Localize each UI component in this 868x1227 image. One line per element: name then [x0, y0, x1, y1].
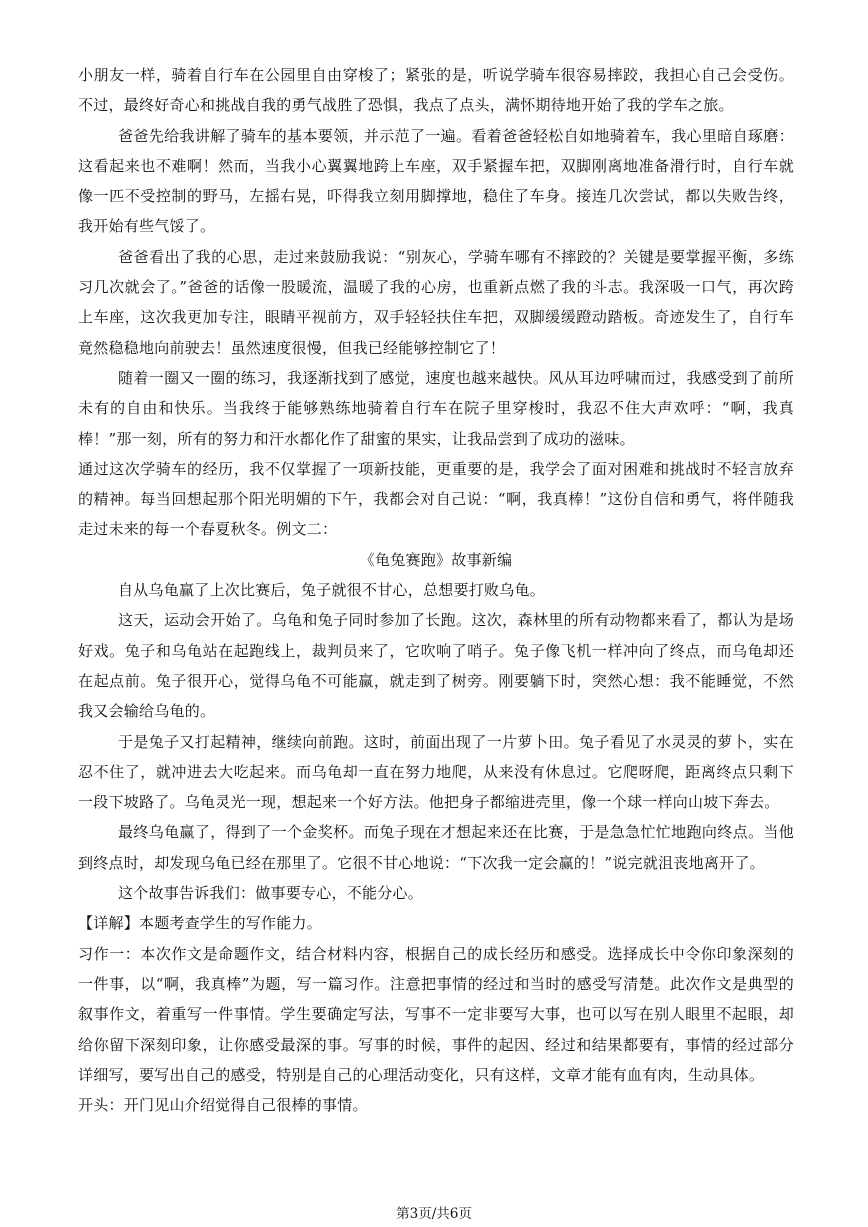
page-number: 第3页/共6页 [396, 1206, 472, 1222]
paragraph-analysis-heading: 【详解】本题考查学生的写作能力。 [78, 914, 323, 933]
paragraph-dad-demonstrates: 爸爸先给我讲解了骑车的基本要领，并示范了一遍。看着爸爸轻松自如地骑着车，我心里暗自琢磨：这看起来也不难啊！然而，当我小心翼翼地跨上车座，双手紧握车把，双脚刚离地准备滑行时，自行车就像一匹不受控制的野马，左摇右晃，吓得我立刻用脚撑地，稳住了车身。接连几次尝试，都以失败告终，我开始有些气馁了。 [78, 126, 794, 236]
paragraph-conclusion: 通过这次学骑车的经历，我不仅掌握了一项新技能，更重要的是，我学会了面对困难和挑战时不轻言放弃的精神。每当回想起那个阳光明媚的下午，我都会对自己说：“啊，我真棒！”这份自信和勇气，将伴随我走过未来的每一个春夏秋冬。例文二： [78, 459, 794, 539]
paragraph-opening-tip: 开头：开门见山介绍觉得自己很棒的事情。 [78, 1096, 368, 1115]
paragraph-story-3: 于是兔子又打起精神，继续向前跑。这时，前面出现了一片萝卜田。兔子看见了水灵灵的萝卜，实在忍不住了，就冲进去大吃起来。而乌龟却一直在努力地爬，从来没有休息过。它爬呀爬，距离终点只剩下一段下坡路了。乌龟灵光一现，想起来一个好方法。他把身子都缩进壳里，像一个球一样向山坡下奔去。 [78, 732, 794, 812]
document-body [78, 60, 794, 1120]
paragraph-story-moral: 这个故事告诉我们：做事要专心，不能分心。 [118, 884, 424, 903]
paragraph-practice: 随着一圈又一圈的练习，我逐渐找到了感觉，速度也越来越快。风从耳边呼啸而过，我感受到了前所未有的自由和快乐。当我终于能够熟练地骑着自行车在院子里穿梭时，我忍不住大声欢呼：“啊，我真棒！”那一刻，所有的努力和汗水都化作了甜蜜的果实，让我品尝到了成功的滋味。 [78, 368, 794, 448]
paragraph-story-1: 自从乌龟赢了上次比赛后，兔子就很不甘心，总想要打败乌龟。 [118, 581, 546, 600]
paragraph-story-4: 最终乌龟赢了，得到了一个金奖杯。而兔子现在才想起来还在比赛，于是急急忙忙地跑向终点。当他到终点时，却发现乌龟已经在那里了。它很不甘心地说：“下次我一定会赢的！”说完就沮丧地离开了。 [78, 823, 794, 872]
example-two-title: 《龟兔赛跑》故事新编 [359, 550, 513, 569]
paragraph-analysis-body: 习作一：本次作文是命题作文，结合材料内容，根据自己的成长经历和感受。选择成长中令你印象深刻的一件事，以“啊，我真棒”为题，写一篇习作。注意把事情的经过和当时的感受写清楚。此次作文是典型的叙事作文，着重写一件事情。学生要确定写法，写事不一定非要写大事，也可以写在别人眼里不起眼，却给你留下深刻印象，让你感受最深的事。写事的时候，事件的起因、经过和结果都要有，事情的经过部分详细写，要写出自己的感受，特别是自己的心理活动变化，只有这样，文章才能有血有肉，生动具体。 [78, 944, 794, 1084]
paragraph-story-2: 这天，运动会开始了。乌龟和兔子同时参加了长跑。这次，森林里的所有动物都来看了，都认为是场好戏。兔子和乌龟站在起跑线上，裁判员来了，它吹响了哨子。兔子像飞机一样冲向了终点，而乌龟却还在起点前。兔子很开心，觉得乌龟不可能赢，就走到了树旁。刚要躺下时，突然心想：我不能睡觉，不然我又会输给乌龟的。 [78, 611, 794, 721]
paragraph-dad-encourages: 爸爸看出了我的心思，走过来鼓励我说：“别灰心，学骑车哪有不摔跤的？关键是要掌握平衡，多练习几次就会了。”爸爸的话像一股暖流，温暖了我的心房，也重新点燃了我的斗志。我深吸一口气，再次跨上车座，这次我更加专注，眼睛平视前方，双手轻轻扶住车把，双脚缓缓蹬动踏板。奇迹发生了，自行车竟然稳稳地向前驶去！虽然速度很慢，但我已经能够控制它了！ [78, 247, 794, 357]
paragraph-intro-continued: 小朋友一样，骑着自行车在公园里自由穿梭了；紧张的是，听说学骑车很容易摔跤，我担心自己会受伤。不过，最终好奇心和挑战自我的勇气战胜了恐惧，我点了点头，满怀期待地开始了我的学车之旅。 [78, 66, 794, 115]
